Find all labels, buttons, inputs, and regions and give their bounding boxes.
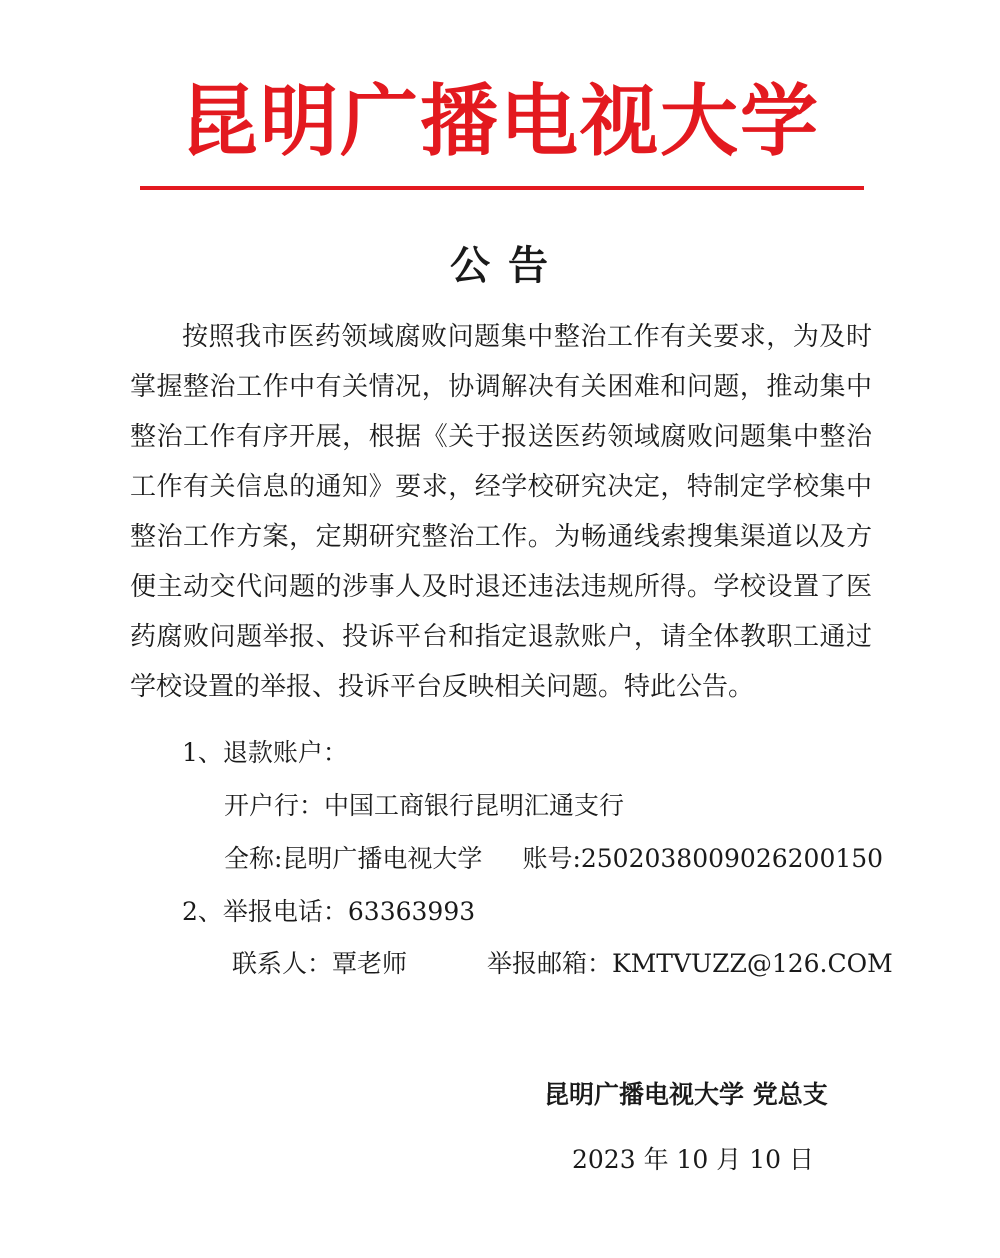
- refund-account-name: 全称:昆明广播电视大学: [224, 844, 483, 873]
- letterhead-title: 昆明广播电视大学: [179, 76, 820, 167]
- refund-account-number: 账号:2502038009026200150: [522, 844, 884, 873]
- report-phone: 2、举报电话：63363993: [182, 897, 476, 926]
- report-contact: 联系人：覃老师: [232, 949, 408, 978]
- report-contact-line: [232, 944, 893, 984]
- refund-account-line: [224, 839, 883, 879]
- signature-organization: 昆明广播电视大学 党总支: [544, 1080, 828, 1109]
- signature-date: 2023 年 10 月 10 日: [572, 1145, 814, 1174]
- refund-bank: 开户行：中国工商银行昆明汇通支行: [224, 791, 625, 820]
- announcement-body: 按照我市医药领域腐败问题集中整治工作有关要求，为及时掌握整治工作中有关情况，协调解决有关困难和问题，推动集中整治工作有序开展，根据《关于报送医药领域腐败问题集中整治工作有关信息的通知》要求，经学校研究决定，特制定学校集中整治工作方案，定期研究整治工作。为畅通线索搜集渠道以及方便主动交代问题的涉事人及时退还违法违规所得。学校设置了医药腐败问题举报、投诉平台和指定退款账户，请全体教职工通过学校设置的举报、投诉平台反映相关问题。特此公告。: [130, 322, 872, 702]
- letterhead-rule: [140, 186, 864, 190]
- refund-heading: 1、退款账户：: [182, 738, 348, 767]
- document-title: 公 告: [450, 242, 550, 289]
- report-email: 举报邮箱：KMTVUZZ@126.COM: [487, 949, 893, 978]
